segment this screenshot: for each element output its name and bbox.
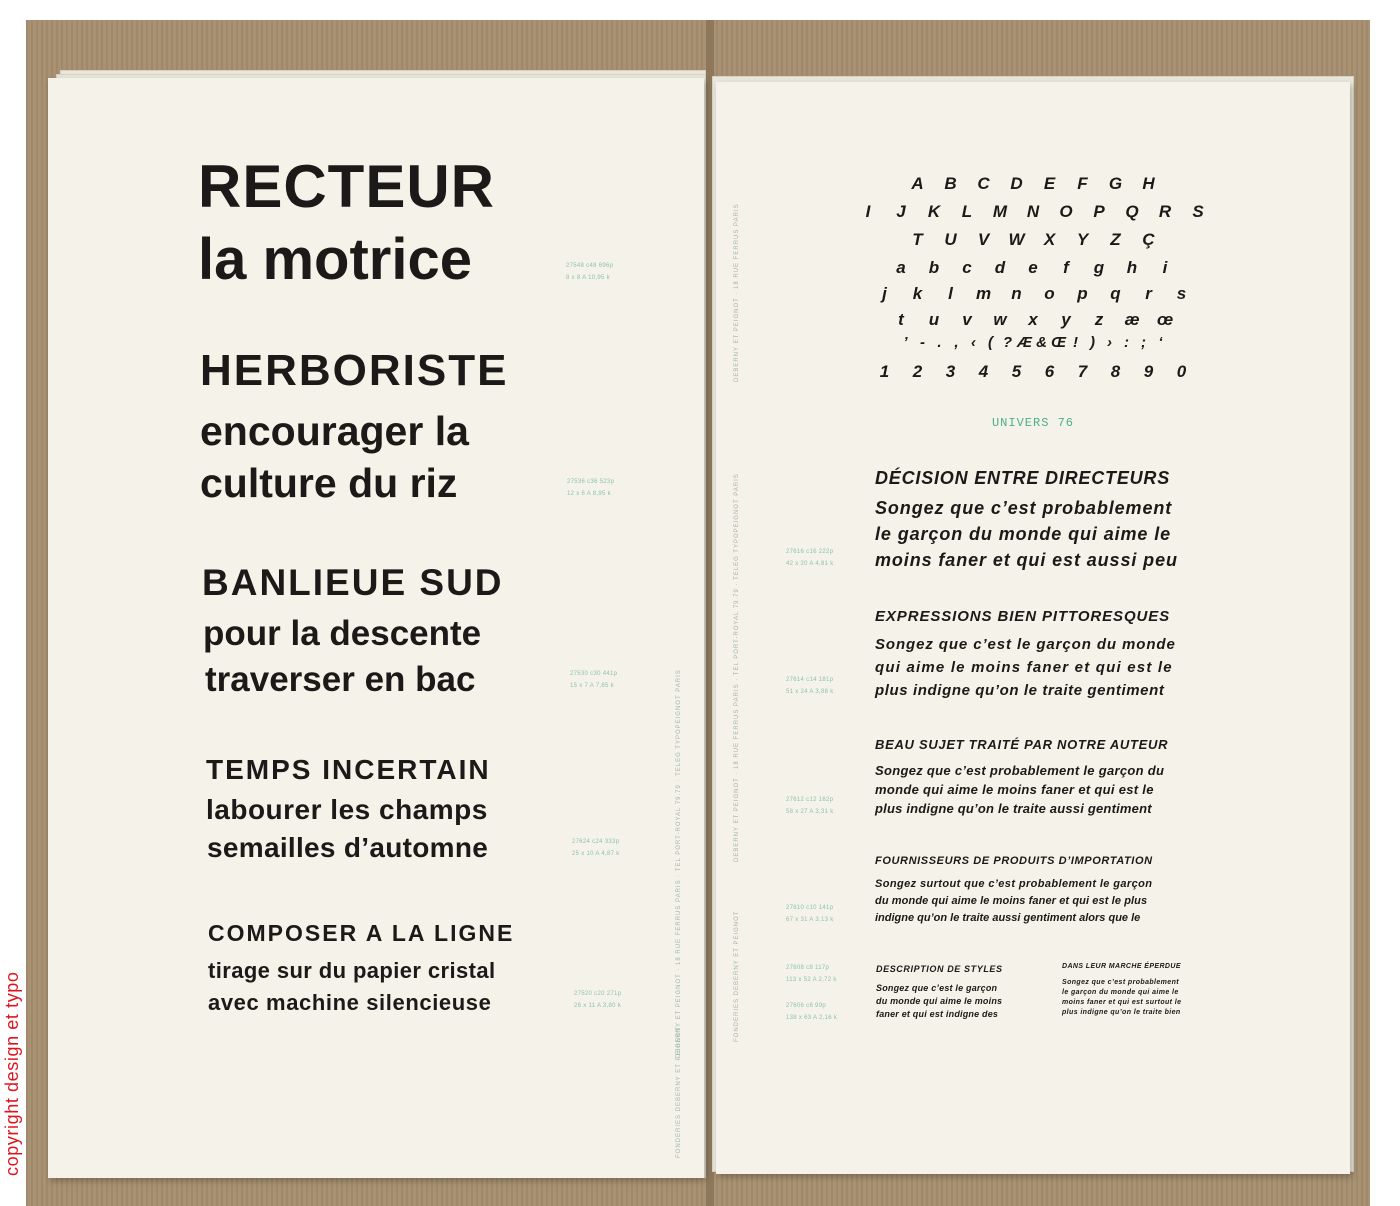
glyph: G <box>1108 174 1123 193</box>
right-specimen-page <box>716 82 1350 1174</box>
glyph: 9 <box>1143 362 1154 381</box>
specimen-line: plus indigne qu’on le traite aussi gentiment <box>875 801 1152 816</box>
glyph: k <box>912 284 923 303</box>
glyph: Q <box>1125 202 1139 221</box>
alphabet-row <box>716 310 1350 330</box>
glyph: - <box>920 334 925 351</box>
glyph: j <box>882 284 887 303</box>
glyph: A <box>911 174 924 193</box>
specimen-reference: 27616 c16 222p 42 x 20 A 4,81 k <box>786 549 834 567</box>
glyph: e <box>1028 258 1038 277</box>
specimen-line: semailles d’automne <box>207 832 489 863</box>
glyph: ’ <box>903 334 908 351</box>
specimen-heading: FOURNISSEURS DE PRODUITS D’IMPORTATION <box>875 855 1153 867</box>
glyph: Y <box>1076 230 1089 249</box>
specimen-heading: DANS LEUR MARCHE ÉPERDUE <box>1062 963 1181 970</box>
specimen-reference: 27606 c6 99p 138 x 63 A 2,16 k <box>786 1003 838 1021</box>
glyph: 2 <box>912 362 923 381</box>
specimen-heading: DÉCISION ENTRE DIRECTEURS <box>875 468 1171 488</box>
specimen-line: Songez que c’est le garçon <box>876 983 998 993</box>
glyph: S <box>1192 202 1204 221</box>
specimen-line: encourager la <box>200 408 469 454</box>
glyph: N <box>1026 202 1040 221</box>
glyph: f <box>1063 258 1069 277</box>
specimen-line: du monde qui aime le moins faner et qui est le plus <box>875 895 1148 907</box>
glyph: p <box>1077 284 1088 303</box>
specimen-line: traverser en bac <box>205 660 476 699</box>
specimen-reference: 27610 c10 141p 67 x 31 A 3,13 k <box>786 905 834 923</box>
glyph: D <box>1010 174 1023 193</box>
specimen-line: la motrice <box>198 227 472 292</box>
alphabet-row <box>716 230 1350 250</box>
glyph: B <box>944 174 957 193</box>
spine-imprint: FONDERIES DEBERNY ET PEIGNOT <box>734 910 740 1042</box>
glyph: E <box>1043 174 1056 193</box>
glyph: 5 <box>1011 362 1022 381</box>
alphabet-row <box>716 284 1350 304</box>
font-name-label: UNIVERS 76 <box>991 416 1074 430</box>
specimen-line: du monde qui aime le moins <box>876 996 1003 1006</box>
glyph: c <box>962 258 972 277</box>
glyph: U <box>944 230 957 249</box>
glyph: W <box>1008 230 1025 249</box>
spine-imprint: DEBERNY ET PEIGNOT · 18 RUE FERRUS PARIS · TEL PORT-ROYAL 79.79 · TELEG TYPOPEIGNOT PARIS <box>676 669 682 1058</box>
glyph: z <box>1094 310 1104 329</box>
specimen-line: Songez que c’est probablement <box>875 498 1173 518</box>
glyph: 1 <box>879 362 890 381</box>
glyph: h <box>1126 258 1138 277</box>
specimen-reference: 27624 c24 333p 25 x 10 A 4,87 k <box>572 839 620 857</box>
glyph: œ <box>1156 310 1174 329</box>
left-specimen-page <box>48 78 704 1178</box>
glyph: m <box>975 284 992 303</box>
glyph: t <box>898 310 904 329</box>
glyph: d <box>994 258 1006 277</box>
specimen-heading: BANLIEUE SUD <box>202 562 504 603</box>
glyph: q <box>1110 284 1121 303</box>
alphabet-row <box>716 202 1350 222</box>
glyph: I <box>865 202 871 221</box>
glyph: K <box>927 202 941 221</box>
glyph: n <box>1011 284 1022 303</box>
alphabet-row <box>716 258 1350 278</box>
specimen-reference: 27530 c30 441p 15 x 7 A 7,65 k <box>570 671 618 689</box>
specimen-line: Songez que c’est probablement <box>1062 979 1180 986</box>
glyph: r <box>1145 284 1152 303</box>
specimen-heading: EXPRESSIONS BIEN PITTORESQUES <box>875 608 1171 625</box>
glyph: V <box>977 230 990 249</box>
glyph: Œ <box>1051 334 1066 351</box>
glyph: , <box>954 334 959 351</box>
glyph: › <box>1107 334 1112 351</box>
glyph: F <box>1077 174 1088 193</box>
glyph: ‘ <box>1158 334 1163 351</box>
specimen-line: avec machine silencieuse <box>208 990 492 1015</box>
specimen-line: Songez surtout que c’est probablement le garçon <box>875 878 1153 890</box>
specimen-line: plus indigne qu’on le traite gentiment <box>875 682 1165 699</box>
specimen-line: plus indigne qu’on le traite bien <box>1062 1009 1181 1016</box>
glyph: ? <box>1002 334 1013 351</box>
glyph: P <box>1093 202 1105 221</box>
specimen-line: faner et qui est indigne des <box>876 1009 999 1019</box>
spine-imprint: FONDERIES DEBERNY ET PEIGNOT <box>676 1026 682 1158</box>
glyph: 8 <box>1110 362 1121 381</box>
glyph: 3 <box>945 362 956 381</box>
glyph: 6 <box>1044 362 1055 381</box>
specimen-line: culture du riz <box>200 460 458 506</box>
glyph: u <box>928 310 940 329</box>
glyph: . <box>937 334 942 351</box>
glyph: i <box>1162 258 1168 277</box>
specimen-heading: DESCRIPTION DE STYLES <box>876 964 1003 974</box>
copyright-watermark: copyright design et typo <box>2 971 22 1176</box>
glyph: o <box>1044 284 1055 303</box>
specimen-heading: COMPOSER A LA LIGNE <box>208 920 515 946</box>
glyph: b <box>928 258 940 277</box>
glyph: l <box>948 284 953 303</box>
specimen-line: Songez que c’est le garçon du monde <box>875 636 1176 653</box>
specimen-line: labourer les champs <box>206 794 488 825</box>
specimen-line: moins faner et qui est aussi peu <box>875 550 1178 570</box>
specimen-line: le garçon du monde qui aime le <box>1062 989 1179 996</box>
glyph: g <box>1093 258 1105 277</box>
spine-imprint: DEBERNY ET PEIGNOT · 18 RUE FERRUS PARIS · TEL PORT-ROYAL 79.79 · TELEG TYPOPEIGNOT PARIS <box>734 473 740 862</box>
specimen-line: qui aime le moins faner et qui est le <box>875 659 1173 676</box>
glyph: 4 <box>978 362 989 381</box>
glyph: v <box>962 310 972 329</box>
spine-imprint: DEBERNY ET PEIGNOT · 18 RUE FERRUS PARIS <box>734 203 740 382</box>
specimen-heading: RECTEUR <box>198 153 496 220</box>
glyph: ) <box>1090 334 1095 351</box>
specimen-line: tirage sur du papier cristal <box>208 958 496 983</box>
specimen-line: monde qui aime le moins faner et qui est le <box>875 782 1154 797</box>
glyph: L <box>961 202 973 221</box>
glyph: ‹ <box>971 334 976 351</box>
glyph: Z <box>1110 230 1121 249</box>
glyph: T <box>912 230 923 249</box>
alphabet-row <box>716 362 1350 382</box>
glyph: x <box>1028 310 1038 329</box>
specimen-heading: TEMPS INCERTAIN <box>206 754 491 785</box>
alphabet-row <box>716 174 1350 194</box>
specimen-reference: 27548 c48 696p 8 x 8 A 10,95 k <box>566 263 614 281</box>
specimen-line: moins faner et qui est surtout le <box>1062 999 1182 1006</box>
specimen-heading: BEAU SUJET TRAITÉ PAR NOTRE AUTEUR <box>875 737 1169 752</box>
specimen-reference: 27536 c36 523p 12 x 6 A 8,95 k <box>567 479 615 497</box>
glyph: w <box>993 310 1007 329</box>
glyph: Ç <box>1142 230 1155 249</box>
specimen-line: le garçon du monde qui aime le <box>875 524 1172 544</box>
glyph: H <box>1142 174 1155 193</box>
glyph: : <box>1124 334 1129 351</box>
glyph: X <box>1043 230 1056 249</box>
alphabet-row <box>716 334 1350 351</box>
specimen-reference: 27612 c12 162p 58 x 27 A 3,31 k <box>786 797 834 815</box>
glyph: 0 <box>1176 362 1187 381</box>
specimen-reference: 27520 c20 271p 26 x 11 A 3,80 k <box>574 991 622 1009</box>
specimen-heading: HERBORISTE <box>200 346 509 395</box>
glyph: æ <box>1124 310 1140 329</box>
glyph: & <box>1036 334 1047 351</box>
glyph: s <box>1176 284 1187 303</box>
specimen-reference: 27614 c14 181p 51 x 24 A 3,88 k <box>786 677 834 695</box>
glyph: C <box>977 174 990 193</box>
glyph: Æ <box>1017 334 1032 351</box>
glyph: O <box>1059 202 1073 221</box>
glyph: ; <box>1141 334 1146 351</box>
glyph: a <box>896 258 906 277</box>
glyph: R <box>1158 202 1172 221</box>
specimen-line: indigne qu’on le traite aussi gentiment alors que le <box>875 912 1141 924</box>
glyph: ( <box>988 334 993 351</box>
specimen-reference: 27608 c8 117p 113 x 52 A 2,72 k <box>786 965 837 983</box>
specimen-line: pour la descente <box>203 614 482 653</box>
glyph: 7 <box>1077 362 1088 381</box>
glyph: M <box>992 202 1008 221</box>
glyph: ! <box>1073 334 1078 351</box>
glyph: J <box>896 202 906 221</box>
glyph: y <box>1061 310 1071 329</box>
specimen-line: Songez que c’est probablement le garçon du <box>875 763 1165 778</box>
